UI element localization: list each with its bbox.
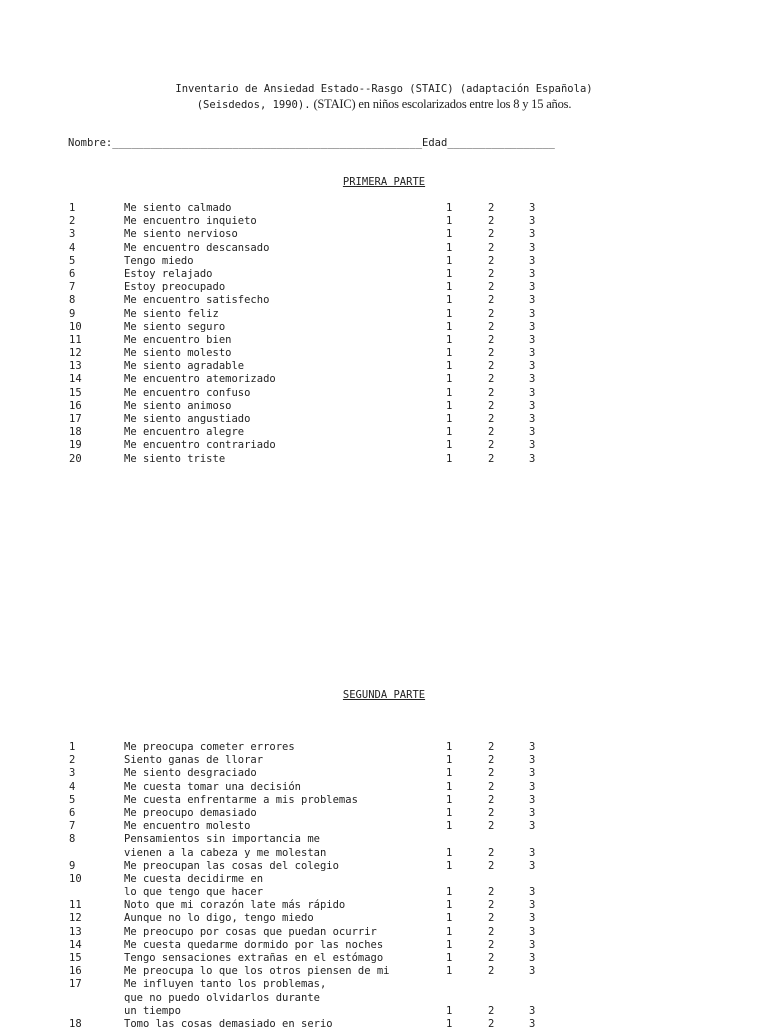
item-number: 20: [69, 452, 82, 465]
scale-option-2[interactable]: 2: [488, 333, 495, 346]
scale-option-2[interactable]: 2: [488, 373, 495, 386]
item-row: [0, 992, 768, 1005]
scale-option-1[interactable]: 1: [446, 806, 453, 819]
scale-option-3[interactable]: 3: [529, 793, 536, 806]
item-row: [0, 1005, 768, 1018]
scale-option-2[interactable]: 2: [488, 413, 495, 425]
scale-option-1[interactable]: 1: [446, 846, 453, 859]
item-text: Me encuentro alegre: [124, 426, 245, 439]
scale-option-1[interactable]: 1: [446, 307, 453, 320]
scale-option-2[interactable]: 2: [488, 1017, 495, 1030]
scale-option-1[interactable]: 1: [446, 386, 453, 399]
item-text: Me influyen tanto los problemas,: [124, 978, 327, 991]
item-text: Me preocupo por cosas que puedan ocurrir: [124, 925, 377, 938]
item-row: [0, 242, 768, 255]
scale-option-1[interactable]: 1: [446, 439, 453, 452]
item-row: [0, 281, 768, 294]
item-row: [0, 939, 768, 952]
scale-option-1[interactable]: 1: [446, 254, 453, 267]
scale-option-3[interactable]: 3: [529, 952, 536, 964]
scale-option-1[interactable]: 1: [446, 741, 453, 753]
scale-option-3[interactable]: 3: [529, 886, 536, 899]
item-row: [0, 860, 768, 873]
item-number: 4: [69, 241, 76, 254]
scale-option-3[interactable]: 3: [529, 439, 536, 452]
item-row: [0, 439, 768, 452]
scale-option-3[interactable]: 3: [529, 254, 536, 267]
item-text: Me siento desgraciado: [124, 767, 257, 780]
scale-option-1[interactable]: 1: [446, 320, 453, 333]
item-number: 18: [69, 1017, 82, 1030]
scale-option-2[interactable]: 2: [488, 347, 495, 360]
scale-option-3[interactable]: 3: [529, 413, 536, 425]
item-number: 2: [69, 754, 76, 767]
scale-option-3[interactable]: 3: [529, 294, 536, 307]
item-text: Me siento animoso: [124, 399, 232, 412]
name-age-field: [68, 137, 555, 149]
scale-option-2[interactable]: 2: [488, 820, 495, 833]
item-number: 12: [69, 347, 82, 360]
scale-option-3[interactable]: 3: [529, 938, 536, 951]
item-row: [0, 321, 768, 334]
scale-option-3[interactable]: 3: [529, 806, 536, 819]
scale-option-2[interactable]: 2: [488, 846, 495, 859]
item-number: 10: [69, 320, 82, 333]
scale-option-3[interactable]: 3: [529, 333, 536, 346]
scale-option-2[interactable]: 2: [488, 938, 495, 951]
item-number: 12: [69, 912, 82, 925]
item-row: [0, 807, 768, 820]
primera-parte-title: PRIMERA PARTE: [342, 176, 426, 188]
scale-option-3[interactable]: 3: [529, 754, 536, 767]
scale-option-3[interactable]: 3: [529, 452, 536, 465]
item-row: [0, 215, 768, 228]
scale-option-1[interactable]: 1: [446, 360, 453, 373]
scale-option-2[interactable]: 2: [488, 439, 495, 452]
scale-option-3[interactable]: 3: [529, 899, 536, 912]
scale-option-1[interactable]: 1: [446, 426, 453, 439]
item-row: [0, 255, 768, 268]
scale-option-1[interactable]: 1: [446, 899, 453, 912]
item-text: que no puedo olvidarlos durante: [124, 991, 320, 1004]
scale-option-2[interactable]: 2: [488, 1004, 495, 1017]
item-row: [0, 873, 768, 886]
scale-option-2[interactable]: 2: [488, 793, 495, 806]
item-row: [0, 1018, 768, 1031]
scale-option-3[interactable]: 3: [529, 780, 536, 793]
item-number: 1: [69, 741, 76, 753]
scale-option-1[interactable]: 1: [446, 1017, 453, 1030]
item-text: Me siento nervioso: [124, 228, 238, 241]
scale-option-1[interactable]: 1: [446, 215, 453, 228]
item-text: Me encuentro contrariado: [124, 439, 276, 452]
item-number: 15: [69, 952, 82, 964]
scale-option-3[interactable]: 3: [529, 241, 536, 254]
item-number: 18: [69, 426, 82, 439]
scale-option-1[interactable]: 1: [446, 754, 453, 767]
item-text: lo que tengo que hacer: [124, 886, 264, 899]
item-text: Me encuentro atemorizado: [124, 373, 276, 386]
scale-option-3[interactable]: 3: [529, 859, 536, 872]
item-row: [0, 847, 768, 860]
item-row: [0, 308, 768, 321]
item-text: Me preocupa cometer errores: [124, 741, 295, 753]
scale-option-1[interactable]: 1: [446, 228, 453, 241]
item-number: 9: [69, 859, 76, 872]
item-row: [0, 741, 768, 754]
item-row: [0, 767, 768, 780]
scale-option-3[interactable]: 3: [529, 281, 536, 294]
item-text: Siento ganas de llorar: [124, 754, 264, 767]
item-row: [0, 978, 768, 991]
title-line-1: Inventario de Ansiedad Estado--Rasgo (STAIC) (adaptación Española): [175, 83, 593, 95]
scale-option-2[interactable]: 2: [488, 754, 495, 767]
item-number: 8: [69, 294, 76, 307]
item-number: 19: [69, 439, 82, 452]
item-text: Me siento seguro: [124, 320, 226, 333]
item-number: 16: [69, 399, 82, 412]
item-text: Me cuesta tomar una decisión: [124, 780, 302, 793]
scale-option-2[interactable]: 2: [488, 886, 495, 899]
scale-option-3[interactable]: 3: [529, 399, 536, 412]
scale-option-1[interactable]: 1: [446, 413, 453, 425]
item-text: Me encuentro satisfecho: [124, 294, 270, 307]
item-row: [0, 360, 768, 373]
item-number: 5: [69, 793, 76, 806]
scale-option-1[interactable]: 1: [446, 333, 453, 346]
scale-option-3[interactable]: 3: [529, 386, 536, 399]
item-row: [0, 820, 768, 833]
item-row: [0, 202, 768, 215]
item-text: Me preocupo demasiado: [124, 806, 257, 819]
item-text: un tiempo: [124, 1004, 181, 1017]
scale-option-1[interactable]: 1: [446, 820, 453, 833]
scale-option-2[interactable]: 2: [488, 426, 495, 439]
scale-option-1[interactable]: 1: [446, 281, 453, 294]
item-text: Tengo miedo: [124, 254, 194, 267]
scale-option-2[interactable]: 2: [488, 267, 495, 280]
scale-option-1[interactable]: 1: [446, 938, 453, 951]
scale-option-2[interactable]: 2: [488, 806, 495, 819]
item-row: [0, 387, 768, 400]
scale-option-1[interactable]: 1: [446, 793, 453, 806]
scale-option-1[interactable]: 1: [446, 912, 453, 925]
item-text: Noto que mi corazón late más rápido: [124, 899, 346, 912]
item-text: Me encuentro descansado: [124, 241, 270, 254]
item-row: [0, 400, 768, 413]
scale-option-2[interactable]: 2: [488, 241, 495, 254]
item-text: Tengo sensaciones extrañas en el estómago: [124, 952, 384, 964]
scale-option-2[interactable]: 2: [488, 399, 495, 412]
scale-option-2[interactable]: 2: [488, 228, 495, 241]
item-text: Estoy preocupado: [124, 281, 226, 294]
scale-option-1[interactable]: 1: [446, 452, 453, 465]
scale-option-1[interactable]: 1: [446, 886, 453, 899]
item-row: [0, 347, 768, 360]
primera-parte-list: [0, 202, 768, 466]
item-row: [0, 294, 768, 307]
title-line-2: [0, 96, 768, 112]
item-row: [0, 754, 768, 767]
item-number: 6: [69, 267, 76, 280]
scale-option-2[interactable]: 2: [488, 307, 495, 320]
scale-option-1[interactable]: 1: [446, 241, 453, 254]
item-text: Me siento angustiado: [124, 413, 251, 425]
item-text: Estoy relajado: [124, 267, 213, 280]
item-number: 9: [69, 307, 76, 320]
item-row: [0, 268, 768, 281]
scale-option-1[interactable]: 1: [446, 965, 453, 978]
item-number: 17: [69, 978, 82, 991]
scale-option-2[interactable]: 2: [488, 859, 495, 872]
scale-option-2[interactable]: 2: [488, 452, 495, 465]
scale-option-3[interactable]: 3: [529, 215, 536, 228]
scale-option-2[interactable]: 2: [488, 965, 495, 978]
scale-option-2[interactable]: 2: [488, 215, 495, 228]
scale-option-3[interactable]: 3: [529, 320, 536, 333]
item-number: 17: [69, 413, 82, 425]
item-row: [0, 413, 768, 426]
nombre-label: Nombre:: [68, 137, 113, 149]
scale-option-3[interactable]: 3: [529, 267, 536, 280]
scale-option-3[interactable]: 3: [529, 846, 536, 859]
item-number: 15: [69, 386, 82, 399]
item-row: [0, 899, 768, 912]
item-text: Me siento molesto: [124, 347, 232, 360]
item-row: [0, 453, 768, 466]
scale-option-1[interactable]: 1: [446, 1004, 453, 1017]
item-number: 11: [69, 333, 82, 346]
item-text: Me siento agradable: [124, 360, 245, 373]
item-text: Tomo las cosas demasiado en serio: [124, 1017, 333, 1030]
item-number: 5: [69, 254, 76, 267]
edad-label: Edad: [422, 137, 448, 149]
scale-option-3[interactable]: 3: [529, 767, 536, 780]
item-text: Me siento triste: [124, 452, 226, 465]
item-text: Aunque no lo digo, tengo miedo: [124, 912, 314, 925]
item-number: 10: [69, 872, 82, 885]
scale-option-3[interactable]: 3: [529, 202, 536, 214]
scale-option-1[interactable]: 1: [446, 202, 453, 214]
scale-option-3[interactable]: 3: [529, 820, 536, 833]
scale-option-1[interactable]: 1: [446, 294, 453, 307]
scale-option-1[interactable]: 1: [446, 267, 453, 280]
scale-option-3[interactable]: 3: [529, 741, 536, 753]
item-text: Me encuentro confuso: [124, 386, 251, 399]
item-number: 4: [69, 780, 76, 793]
item-text: Me preocupan las cosas del colegio: [124, 859, 339, 872]
item-number: 7: [69, 281, 76, 294]
item-row: [0, 781, 768, 794]
item-text: Me encuentro molesto: [124, 820, 251, 833]
scale-option-2[interactable]: 2: [488, 386, 495, 399]
scale-option-3[interactable]: 3: [529, 228, 536, 241]
item-text: Pensamientos sin importancia me: [124, 833, 320, 846]
edad-line[interactable]: _________________: [447, 137, 555, 149]
item-number: 2: [69, 215, 76, 228]
item-text: Me cuesta quedarme dormido por las noches: [124, 938, 384, 951]
scale-option-2[interactable]: 2: [488, 925, 495, 938]
scale-option-2[interactable]: 2: [488, 952, 495, 964]
item-row: [0, 965, 768, 978]
scale-option-2[interactable]: 2: [488, 294, 495, 307]
item-text: Me encuentro bien: [124, 333, 232, 346]
nombre-line[interactable]: _________________________________________________: [112, 137, 423, 149]
scale-option-1[interactable]: 1: [446, 925, 453, 938]
scale-option-1[interactable]: 1: [446, 347, 453, 360]
scale-option-2[interactable]: 2: [488, 281, 495, 294]
item-number: 14: [69, 373, 82, 386]
scale-option-2[interactable]: 2: [488, 320, 495, 333]
item-number: 14: [69, 938, 82, 951]
item-number: 7: [69, 820, 76, 833]
item-row: [0, 426, 768, 439]
scale-option-1[interactable]: 1: [446, 952, 453, 964]
scale-option-3[interactable]: 3: [529, 373, 536, 386]
scale-option-2[interactable]: 2: [488, 360, 495, 373]
item-row: [0, 833, 768, 846]
item-row: [0, 794, 768, 807]
scale-option-1[interactable]: 1: [446, 373, 453, 386]
item-row: [0, 334, 768, 347]
item-row: [0, 228, 768, 241]
item-number: 1: [69, 202, 76, 214]
scale-option-2[interactable]: 2: [488, 780, 495, 793]
item-row: [0, 952, 768, 965]
scale-option-3[interactable]: 3: [529, 307, 536, 320]
scale-option-3[interactable]: 3: [529, 912, 536, 925]
item-number: 11: [69, 899, 82, 912]
item-row: [0, 373, 768, 386]
item-number: 3: [69, 767, 76, 780]
item-number: 16: [69, 965, 82, 978]
item-text: Me siento calmado: [124, 202, 232, 214]
item-number: 8: [69, 833, 76, 846]
scale-option-3[interactable]: 3: [529, 1017, 536, 1030]
scale-option-2[interactable]: 2: [488, 767, 495, 780]
item-text: Me preocupa lo que los otros piensen de mi: [124, 965, 390, 978]
scale-option-3[interactable]: 3: [529, 360, 536, 373]
scale-option-1[interactable]: 1: [446, 859, 453, 872]
scale-option-2[interactable]: 2: [488, 202, 495, 214]
title-subtitle: (STAIC) en niños escolarizados entre los 8 y 15 años.: [310, 97, 572, 111]
document-title: [0, 82, 768, 112]
scale-option-2[interactable]: 2: [488, 899, 495, 912]
scale-option-2[interactable]: 2: [488, 741, 495, 753]
item-row: [0, 912, 768, 925]
scale-option-1[interactable]: 1: [446, 780, 453, 793]
item-text: Me siento feliz: [124, 307, 219, 320]
scale-option-2[interactable]: 2: [488, 254, 495, 267]
item-number: 13: [69, 360, 82, 373]
item-text: Me cuesta decidirme en: [124, 872, 264, 885]
segunda-parte-list: [0, 741, 768, 1031]
scale-option-3[interactable]: 3: [529, 925, 536, 938]
item-number: 3: [69, 228, 76, 241]
segunda-parte-title: SEGUNDA PARTE: [342, 689, 426, 701]
item-text: Me cuesta enfrentarme a mis problemas: [124, 793, 358, 806]
scale-option-3[interactable]: 3: [529, 347, 536, 360]
scale-option-3[interactable]: 3: [529, 965, 536, 978]
scale-option-1[interactable]: 1: [446, 767, 453, 780]
item-row: [0, 886, 768, 899]
item-text: Me encuentro inquieto: [124, 215, 257, 228]
scale-option-3[interactable]: 3: [529, 426, 536, 439]
item-row: [0, 926, 768, 939]
scale-option-1[interactable]: 1: [446, 399, 453, 412]
item-text: vienen a la cabeza y me molestan: [124, 846, 327, 859]
title-citation: (Seisdedos, 1990).: [196, 99, 311, 111]
item-number: 13: [69, 925, 82, 938]
scale-option-3[interactable]: 3: [529, 1004, 536, 1017]
scale-option-2[interactable]: 2: [488, 912, 495, 925]
item-number: 6: [69, 806, 76, 819]
